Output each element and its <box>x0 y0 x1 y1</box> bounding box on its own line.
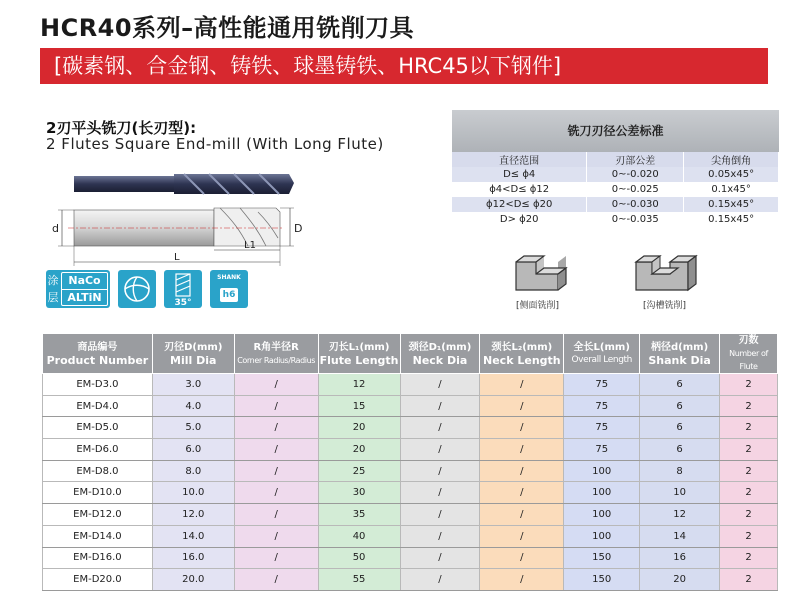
header-cn: 商品编号 <box>77 341 118 353</box>
tolerance-cell: D> ϕ20 <box>452 212 587 227</box>
cell-mill-dia: 12.0 <box>152 504 234 526</box>
coating-naco: NaCo <box>62 273 107 290</box>
header-overall-length <box>564 334 640 374</box>
cell-mill-dia: 6.0 <box>152 439 234 461</box>
table-row <box>43 417 778 439</box>
tolerance-cell: 0~-0.020 <box>587 167 684 182</box>
cell-shank-dia: 14 <box>640 525 720 547</box>
cell-corner-radius: / <box>234 417 318 439</box>
header-cn: 刃长L₁(mm) <box>328 341 390 353</box>
header-en: Product Number <box>46 353 149 367</box>
cell-flute-length: 25 <box>318 460 400 482</box>
table-row <box>43 374 778 396</box>
cell-mill-dia: 20.0 <box>152 569 234 591</box>
cell-flute-count: 2 <box>720 504 778 526</box>
header-product-number <box>43 334 153 374</box>
dim-L-label: L <box>174 252 180 263</box>
header-en: Mill Dia <box>170 353 217 367</box>
cell-mill-dia: 10.0 <box>152 482 234 504</box>
cell-shank-dia: 16 <box>640 547 720 569</box>
cell-shank-dia: 6 <box>640 417 720 439</box>
cell-flute-length: 55 <box>318 569 400 591</box>
cell-neck-dia: / <box>400 547 480 569</box>
cell-corner-radius: / <box>234 374 318 396</box>
cell-overall-length: 100 <box>564 460 640 482</box>
cell-overall-length: 75 <box>564 417 640 439</box>
header-corner-radius <box>234 334 318 374</box>
cell-mill-dia: 4.0 <box>152 395 234 417</box>
slot-milling-icon <box>630 248 710 296</box>
cell-product-number: EM-D12.0 <box>43 504 153 526</box>
tolerance-row <box>452 212 779 227</box>
cell-neck-length: / <box>480 460 564 482</box>
cell-overall-length: 100 <box>564 525 640 547</box>
cell-shank-dia: 8 <box>640 460 720 482</box>
tolerance-header: 尖角倒角 <box>684 152 779 167</box>
spec-header-row <box>43 334 778 374</box>
cell-neck-length: / <box>480 482 564 504</box>
tolerance-cell: 0~-0.035 <box>587 212 684 227</box>
header-cn: 柄径d(mm) <box>651 341 709 353</box>
cell-shank-dia: 6 <box>640 439 720 461</box>
cell-flute-count: 2 <box>720 460 778 482</box>
cell-product-number: EM-D20.0 <box>43 569 153 591</box>
tolerance-table <box>452 152 779 227</box>
cell-flute-count: 2 <box>720 395 778 417</box>
cell-neck-dia: / <box>400 395 480 417</box>
page-title: HCR40系列–高性能通用铣削刀具 <box>40 14 415 42</box>
header-en: Shank Dia <box>648 353 711 367</box>
cell-corner-radius: / <box>234 569 318 591</box>
cell-neck-length: / <box>480 374 564 396</box>
cell-product-number: EM-D10.0 <box>43 482 153 504</box>
header-flute-length <box>318 334 400 374</box>
cell-neck-length: / <box>480 525 564 547</box>
cell-flute-count: 2 <box>720 525 778 547</box>
cell-flute-length: 30 <box>318 482 400 504</box>
cell-overall-length: 150 <box>564 569 640 591</box>
cell-neck-length: / <box>480 504 564 526</box>
cell-flute-count: 2 <box>720 482 778 504</box>
cell-neck-dia: / <box>400 439 480 461</box>
coating-side-label: 涂层 <box>47 274 59 304</box>
tolerance-title: 铣刀刃径公差标准 <box>452 110 779 152</box>
table-row <box>43 569 778 591</box>
cell-overall-length: 75 <box>564 439 640 461</box>
shank-value: h6 <box>220 288 238 302</box>
header-cn: 全长L(mm) <box>573 341 630 353</box>
cell-neck-dia: / <box>400 417 480 439</box>
cell-flute-length: 40 <box>318 525 400 547</box>
table-row <box>43 504 778 526</box>
side-milling-caption: [侧面铣削] <box>516 301 560 311</box>
table-row <box>43 395 778 417</box>
cell-neck-length: / <box>480 439 564 461</box>
coating-badge <box>46 270 110 308</box>
cell-neck-length: / <box>480 569 564 591</box>
tolerance-cell: 0.15x45° <box>684 197 779 212</box>
cell-flute-length: 50 <box>318 547 400 569</box>
helix-angle-icon <box>164 270 202 308</box>
product-title-cn: 2刃平头铣刀(长刃型): <box>46 119 197 137</box>
header-en: Neck Length <box>483 353 561 367</box>
cell-flute-length: 12 <box>318 374 400 396</box>
header-en: Corner Radius/Radius <box>237 355 316 365</box>
cell-overall-length: 100 <box>564 504 640 526</box>
cell-flute-count: 2 <box>720 569 778 591</box>
dim-D-label: D <box>294 222 303 235</box>
cell-neck-length: / <box>480 395 564 417</box>
shank-tolerance-icon <box>210 270 248 308</box>
header-cn: 颈长L₂(mm) <box>491 341 553 353</box>
tolerance-cell: ϕ12<D≤ ϕ20 <box>452 197 587 212</box>
cell-neck-dia: / <box>400 504 480 526</box>
cell-mill-dia: 3.0 <box>152 374 234 396</box>
cell-corner-radius: / <box>234 525 318 547</box>
table-row <box>43 460 778 482</box>
tolerance-cell: 0.1x45° <box>684 182 779 197</box>
cell-mill-dia: 16.0 <box>152 547 234 569</box>
cell-neck-dia: / <box>400 569 480 591</box>
cell-product-number: EM-D8.0 <box>43 460 153 482</box>
cell-shank-dia: 6 <box>640 395 720 417</box>
header-en: Neck Dia <box>412 353 468 367</box>
cell-shank-dia: 12 <box>640 504 720 526</box>
cell-corner-radius: / <box>234 460 318 482</box>
cell-flute-length: 20 <box>318 439 400 461</box>
cell-neck-dia: / <box>400 374 480 396</box>
header-en: Flute Length <box>319 353 399 367</box>
cell-flute-count: 2 <box>720 417 778 439</box>
tolerance-row <box>452 197 779 212</box>
cell-mill-dia: 8.0 <box>152 460 234 482</box>
cell-product-number: EM-D6.0 <box>43 439 153 461</box>
tolerance-header: 直径范围 <box>452 152 587 167</box>
header-neck-dia <box>400 334 480 374</box>
coating-altin: ALTiN <box>67 291 102 304</box>
helix-angle-value: 35° <box>174 298 192 308</box>
side-milling-icon <box>508 248 578 296</box>
tolerance-row <box>452 182 779 197</box>
header-cn: 刃径D(mm) <box>164 341 223 353</box>
dim-d-label: d <box>52 222 59 235</box>
cell-neck-length: / <box>480 547 564 569</box>
cell-flute-count: 2 <box>720 547 778 569</box>
table-row <box>43 482 778 504</box>
tolerance-cell: D≤ ϕ4 <box>452 167 587 182</box>
cell-corner-radius: / <box>234 482 318 504</box>
table-row <box>43 439 778 461</box>
cell-mill-dia: 5.0 <box>152 417 234 439</box>
tolerance-cell: ϕ4<D≤ ϕ12 <box>452 182 587 197</box>
header-neck-length <box>480 334 564 374</box>
cell-flute-length: 20 <box>318 417 400 439</box>
materials-banner: [碳素钢、合金钢、铸铁、球墨铸铁、HRC45以下钢件] <box>40 48 768 84</box>
header-cn: R角半径R <box>253 341 299 353</box>
tolerance-cell: 0~-0.025 <box>587 182 684 197</box>
cell-product-number: EM-D14.0 <box>43 525 153 547</box>
cell-corner-radius: / <box>234 547 318 569</box>
header-mill-dia <box>152 334 234 374</box>
slot-milling-caption: [沟槽铣削] <box>643 301 687 311</box>
cell-corner-radius: / <box>234 439 318 461</box>
cell-corner-radius: / <box>234 504 318 526</box>
cell-shank-dia: 6 <box>640 374 720 396</box>
cell-flute-count: 2 <box>720 374 778 396</box>
cell-shank-dia: 10 <box>640 482 720 504</box>
tolerance-cell: 0.15x45° <box>684 212 779 227</box>
cell-flute-length: 15 <box>318 395 400 417</box>
header-flute-count <box>720 334 778 374</box>
header-en: Overall Length <box>571 354 632 365</box>
header-en: Number of Flute <box>729 349 768 371</box>
cell-product-number: EM-D4.0 <box>43 395 153 417</box>
cell-product-number: EM-D3.0 <box>43 374 153 396</box>
cell-product-number: EM-D16.0 <box>43 547 153 569</box>
tolerance-header: 刃部公差 <box>587 152 684 167</box>
flute-cross-section-icon <box>118 270 156 308</box>
cell-neck-dia: / <box>400 525 480 547</box>
shank-label: SHANK <box>217 274 241 281</box>
cell-overall-length: 100 <box>564 482 640 504</box>
cell-neck-length: / <box>480 417 564 439</box>
cell-mill-dia: 14.0 <box>152 525 234 547</box>
tolerance-cell: 0.05x45° <box>684 167 779 182</box>
header-shank-dia <box>640 334 720 374</box>
tolerance-cell: 0~-0.030 <box>587 197 684 212</box>
cell-neck-dia: / <box>400 482 480 504</box>
product-title-en: 2 Flutes Square End-mill (With Long Flute) <box>46 135 384 153</box>
tolerance-row <box>452 167 779 182</box>
cell-overall-length: 75 <box>564 374 640 396</box>
table-row <box>43 525 778 547</box>
cell-product-number: EM-D5.0 <box>43 417 153 439</box>
dim-L1-label: L1 <box>244 240 256 251</box>
cell-flute-length: 35 <box>318 504 400 526</box>
endmill-drawing <box>44 160 324 268</box>
table-row <box>43 547 778 569</box>
cell-shank-dia: 20 <box>640 569 720 591</box>
cell-overall-length: 75 <box>564 395 640 417</box>
cell-neck-dia: / <box>400 460 480 482</box>
cell-overall-length: 150 <box>564 547 640 569</box>
cell-flute-count: 2 <box>720 439 778 461</box>
cell-corner-radius: / <box>234 395 318 417</box>
header-cn: 刃数 <box>738 335 759 346</box>
spec-table <box>42 333 778 591</box>
header-cn: 颈径D₁(mm) <box>408 341 472 353</box>
tolerance-panel <box>452 110 779 227</box>
